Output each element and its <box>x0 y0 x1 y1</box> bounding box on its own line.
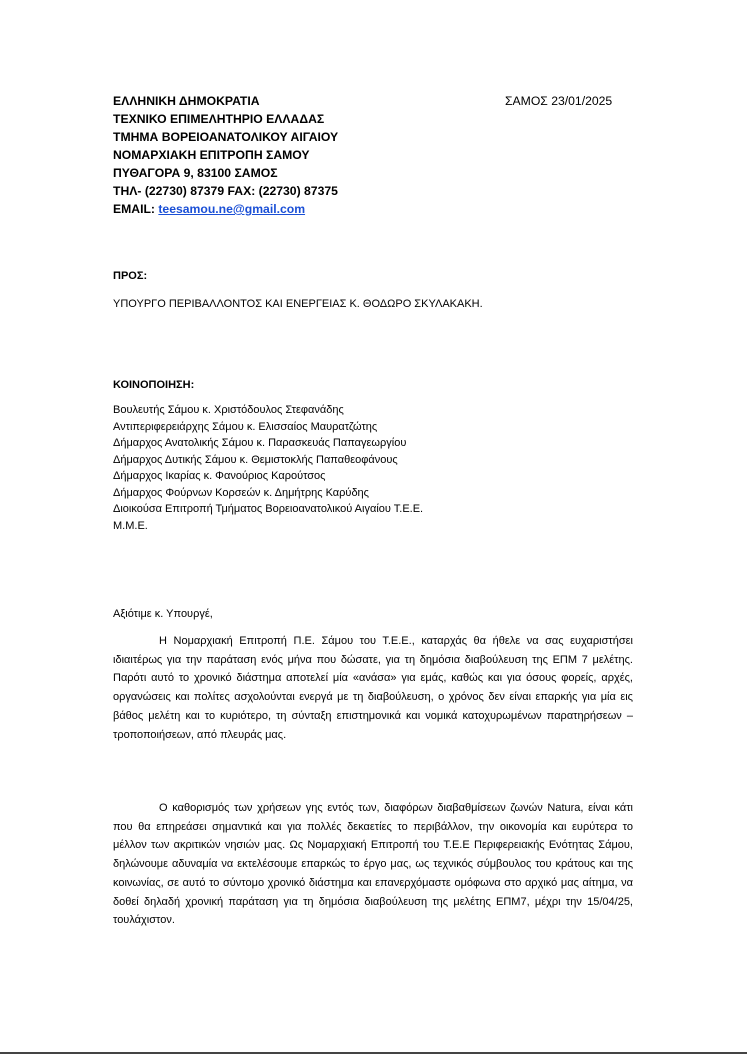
cc-list <box>113 402 423 534</box>
email-link[interactable]: teesamou.ne@gmail.com <box>158 202 306 216</box>
sender-line: ΤΕΧΝΙΚΟ ΕΠΙΜΕΛΗΤΗΡΙΟ ΕΛΛΑΔΑΣ <box>113 112 325 126</box>
cc-label: ΚΟΙΝΟΠΟΙΗΣΗ: <box>113 379 195 391</box>
sender-line: ΕΛΛΗΝΙΚΗ ΔΗΜΟΚΡΑΤΙΑ <box>113 94 260 108</box>
body-paragraph: Η Νομαρχιακή Επιτροπή Π.Ε. Σάμου του Τ.Ε.Ε., καταρχάς θα ήθελε να σας ευχαριστήσει ιδιαιτέρως για την παράταση ενός μήνα που δώσατε, για τη δημόσια διαβούλευση της ΕΠΜ 7 μελέτης. Παρότι αυτό το χρονικό διάστημα αποτελεί μία «ανάσα» για εμάς, καθώς και για όσους φορείς, αρχές, οργανώσεις και πολίτες ασχολούνται ενεργά με τη διαβούλευση, ο χρόνος δεν είναι επαρκής για μία εις βάθος μελέτη και το κυριότερο, τη σύνταξη επιστημονικά και νομικά κατοχυρωμένων παρατηρήσεων – τροποποιήσεων, από πλευράς μας. <box>113 635 633 741</box>
sender-line: ΤΗΛ- (22730) 87379 FAX: (22730) 87375 <box>113 184 338 198</box>
sender-block <box>113 92 338 218</box>
cc-item: Δήμαρχος Δυτικής Σάμου κ. Θεμιστοκλής Παπαθεοφάνους <box>113 453 398 466</box>
sender-email-row <box>113 200 338 218</box>
letter-date: ΣΑΜΟΣ 23/01/2025 <box>505 94 613 108</box>
page-bottom-border <box>0 1052 747 1054</box>
cc-item: Μ.Μ.Ε. <box>113 519 148 532</box>
cc-item: Δήμαρχος Φούρνων Κορσεών κ. Δημήτρης Καρύδης <box>113 486 369 499</box>
cc-item: Δήμαρχος Ικαρίας κ. Φανούριος Καρούτσος <box>113 470 326 482</box>
cc-item: Δήμαρχος Ανατολικής Σάμου κ. Παρασκευάς Παπαγεωργίου <box>113 437 407 449</box>
to-label: ΠΡΟΣ: <box>113 270 148 282</box>
cc-item: Βουλευτής Σάμου κ. Χριστόδουλος Στεφανάδης <box>113 404 344 416</box>
recipient: ΥΠΟΥΡΓΟ ΠΕΡΙΒΑΛΛΟΝΤΟΣ ΚΑΙ ΕΝΕΡΓΕΙΑΣ Κ. ΘΟΔΩΡΟ ΣΚΥΛΑΚΑΚΗ. <box>113 298 483 310</box>
email-label: EMAIL: <box>113 202 155 216</box>
sender-line: ΤΜΗΜΑ ΒΟΡΕΙΟΑΝΑΤΟΛΙΚΟΥ ΑΙΓΑΙΟΥ <box>113 130 339 144</box>
greeting: Αξιότιμε κ. Υπουργέ, <box>113 608 213 620</box>
cc-item: Διοικούσα Επιτροπή Τμήματος Βορειοανατολικού Αιγαίου Τ.Ε.Ε. <box>113 503 424 515</box>
sender-line: ΝΟΜΑΡΧΙΑΚΗ ΕΠΙΤΡΟΠΗ ΣΑΜΟΥ <box>113 148 310 162</box>
body-paragraph: Ο καθορισμός των χρήσεων γης εντός των, διαφόρων διαβαθμίσεων ζωνών Natura, είναι κάτι που θα επηρεάσει σημαντικά και για πολλές δεκαετίες το περιβάλλον, την οικονομία και ευρύτερα το μέλλον των ακριτικών νησιών μας. Ως Νομαρχιακή Επιτροπή του Τ.Ε.Ε Περιφερειακής Ενότητας Σάμου, δηλώνουμε αδυναμία να εκτελέσουμε επαρκώς το έργο μας, ως τεχνικός σύμβουλος του κράτους και της κοινωνίας, σε αυτό το σύντομο χρονικό διάστημα και επανερχόμαστε ομόφωνα στο αρχικό μας αίτημα, να δοθεί δηλαδή χρονική παράταση για τη δημόσια διαβούλευση της μελέτης ΕΠΜ7, μέχρι την 15/04/25, τουλάχιστον. <box>113 802 633 927</box>
sender-line: ΠΥΘΑΓΟΡΑ 9, 83100 ΣΑΜΟΣ <box>113 166 278 180</box>
cc-item: Αντιπεριφερειάρχης Σάμου κ. Ελισσαίος Μαυρατζώτης <box>113 420 378 433</box>
